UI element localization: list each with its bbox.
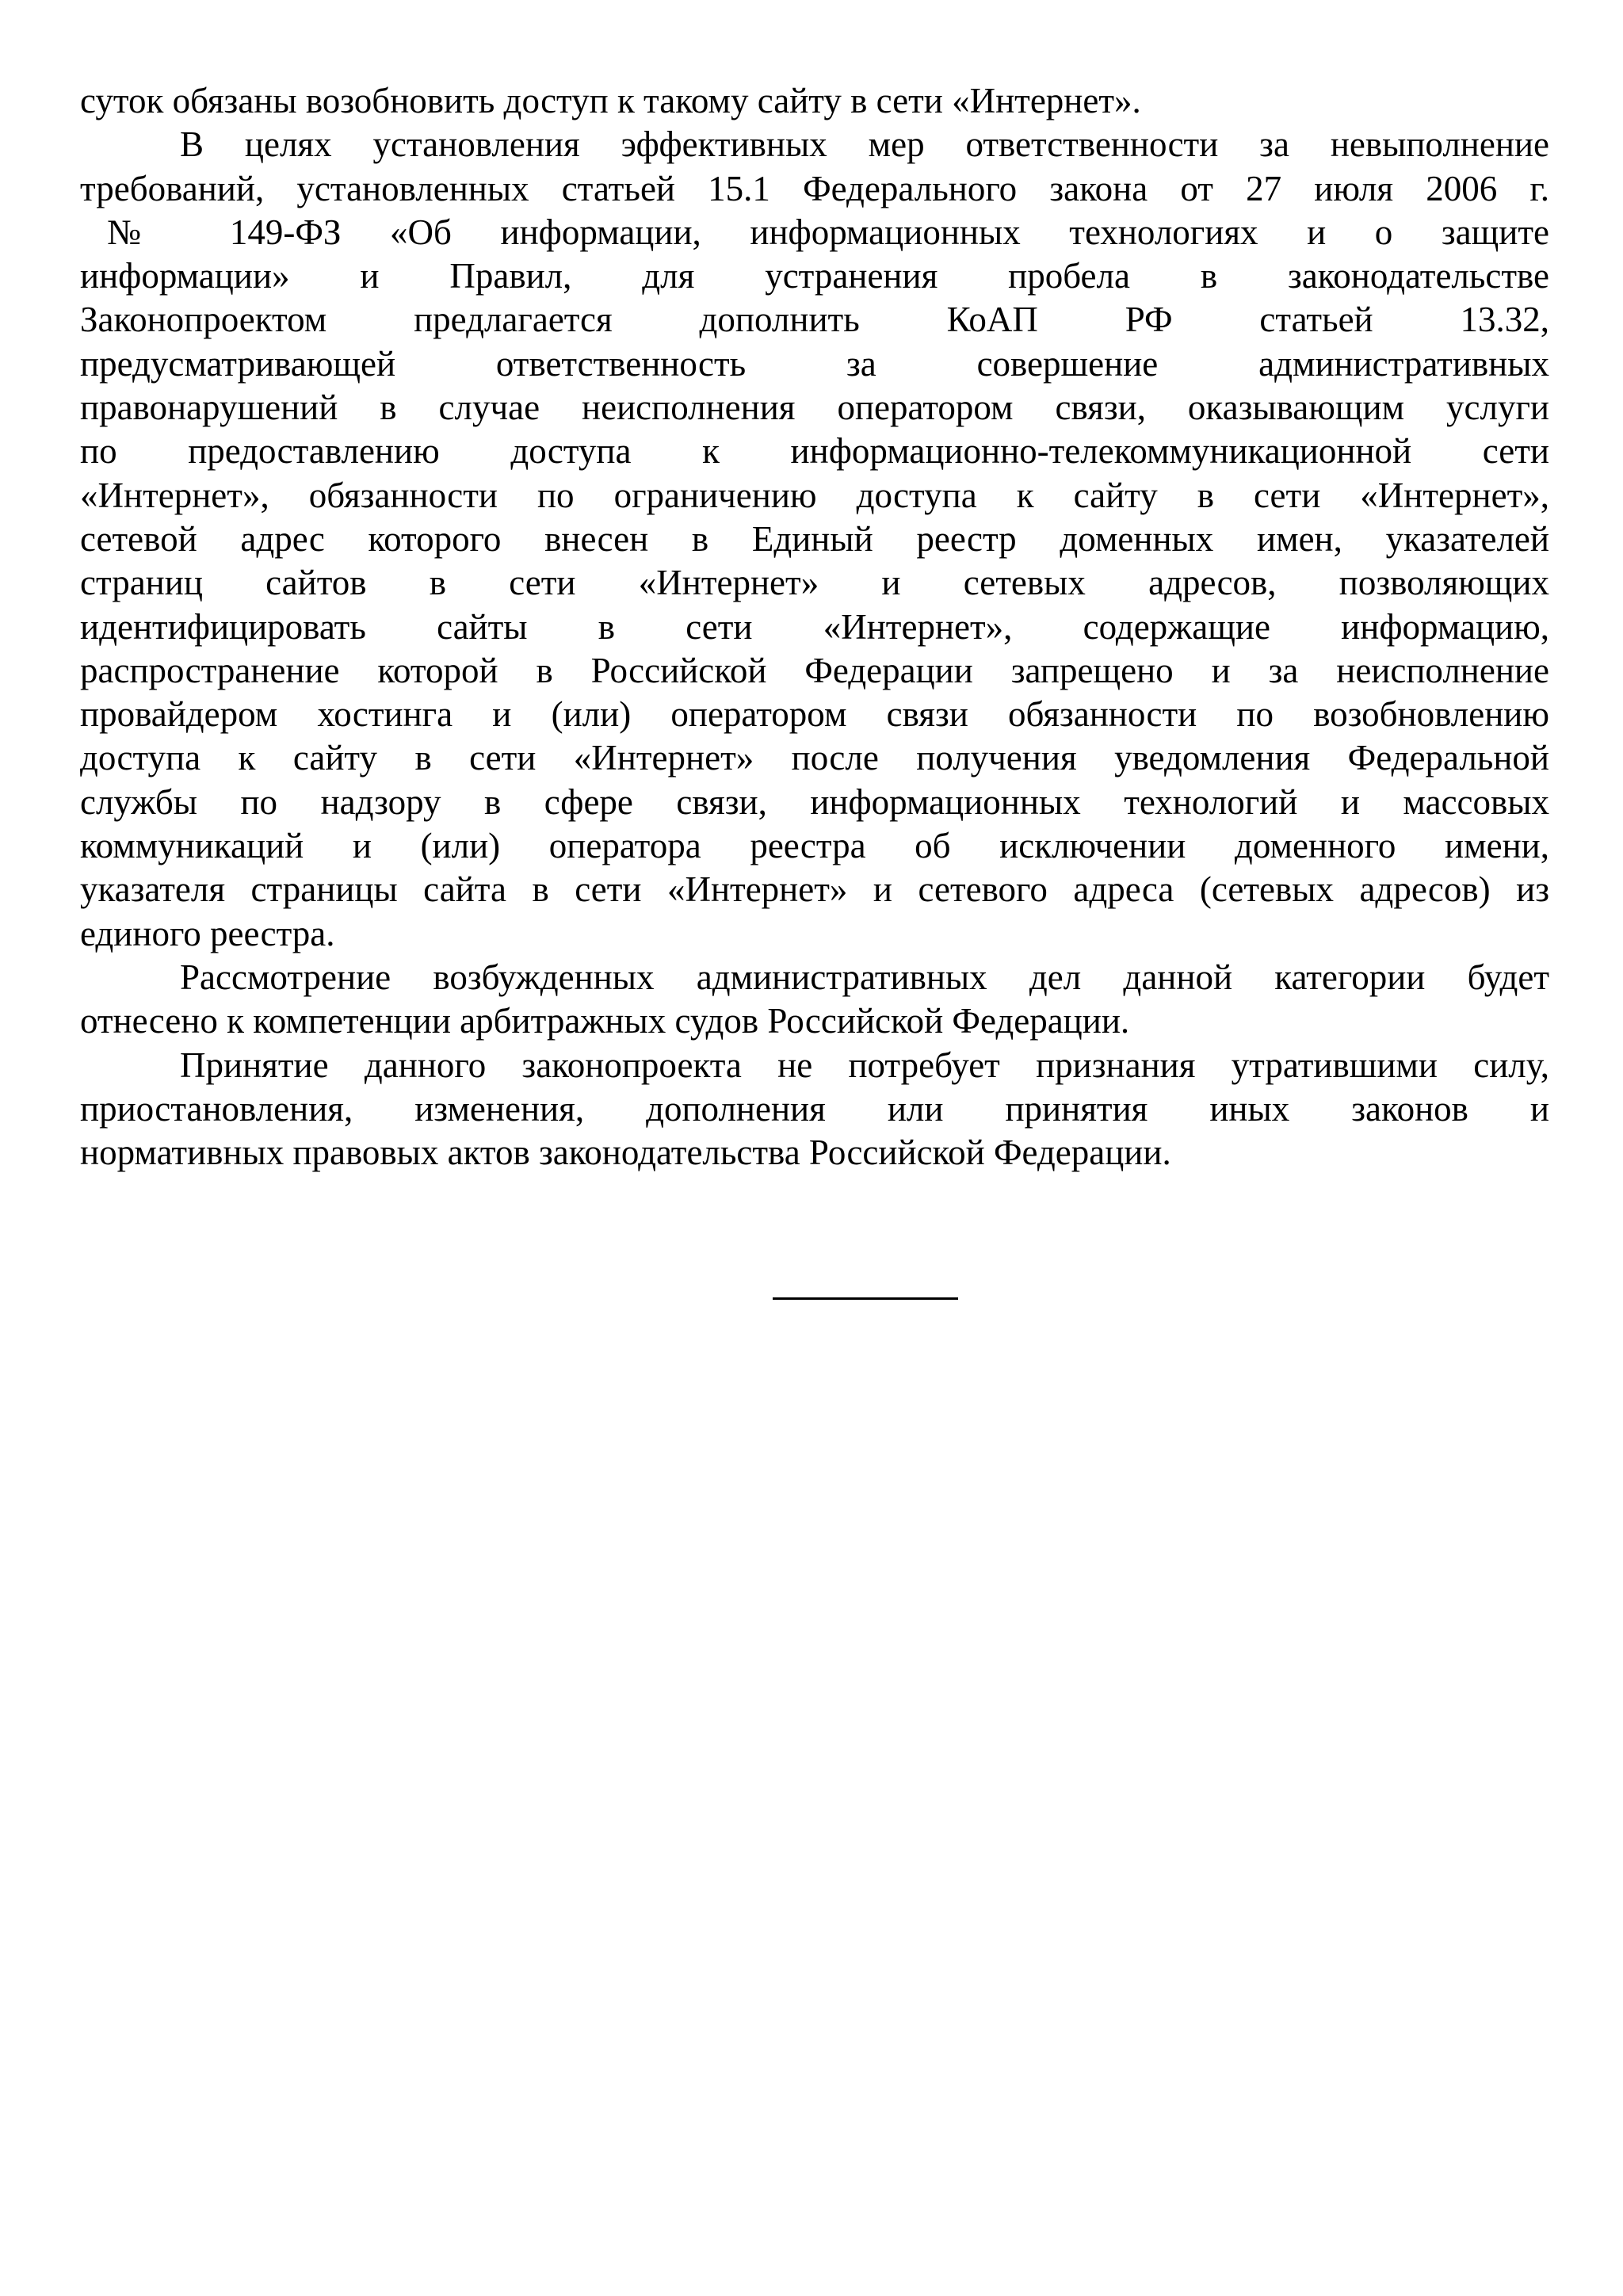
text-line: В целях установления эффективных мер ответственности за невыполнение <box>180 124 1549 165</box>
document-body <box>80 79 1549 1175</box>
text-line: указателя страницы сайта в сети «Интернет» и сетевого адреса (сетевых адресов) из <box>80 869 1549 910</box>
text-line: единого реестра. <box>80 913 335 953</box>
text-line: суток обязаны возобновить доступ к такому сайту в сети «Интернет». <box>80 81 1141 120</box>
text-line: идентифицировать сайты в сети «Интернет», содержащие информацию, <box>80 606 1549 647</box>
text-line: «Интернет», обязанности по ограничению доступа к сайту в сети «Интернет», <box>80 475 1549 515</box>
text-line: доступа к сайту в сети «Интернет» после получения уведомления Федеральной <box>80 738 1549 778</box>
end-rule <box>773 1297 958 1300</box>
text-line: информации» и Правил, для устранения пробела в законодательстве <box>80 256 1549 296</box>
text-line: правонарушений в случае неисполнения оператором связи, оказывающим услуги <box>80 388 1549 428</box>
text-line: приостановления, изменения, дополнения или принятия иных законов и <box>80 1088 1549 1129</box>
text-line: № 149-ФЗ «Об информации, информационных технологиях и о защите <box>107 212 1549 252</box>
text-line: сетевой адрес которого внесен в Единый реестр доменных имен, указателей <box>80 518 1549 559</box>
text-line: распространение которой в Российской Федерации запрещено и за неисполнение <box>80 650 1549 690</box>
text-line: страниц сайтов в сети «Интернет» и сетевых адресов, позволяющих <box>80 563 1549 603</box>
text-line: Законопроектом предлагается дополнить КоАП РФ статьей 13.32, <box>80 300 1549 340</box>
text-line: службы по надзору в сфере связи, информационных технологий и массовых <box>80 781 1549 822</box>
text-line: отнесено к компетенции арбитражных судов Российской Федерации. <box>80 1001 1130 1041</box>
text-line: требований, установленных статьей 15.1 Федерального закона от 27 июля 2006 г. <box>80 168 1549 208</box>
text-line: Рассмотрение возбужденных административных дел данной категории будет <box>180 957 1549 997</box>
text-line: предусматривающей ответственность за совершение административных <box>80 343 1549 384</box>
text-line: коммуникаций и (или) оператора реестра об исключении доменного имени, <box>80 826 1549 866</box>
text-line: по предоставлению доступа к информационно-телекоммуникационной сети <box>80 431 1549 472</box>
text-line: нормативных правовых актов законодательства Российской Федерации. <box>80 1133 1171 1173</box>
text-line: Принятие данного законопроекта не потребует признания утратившими силу, <box>180 1045 1549 1085</box>
text-line: провайдером хостинга и (или) оператором связи обязанности по возобновлению <box>80 694 1549 735</box>
